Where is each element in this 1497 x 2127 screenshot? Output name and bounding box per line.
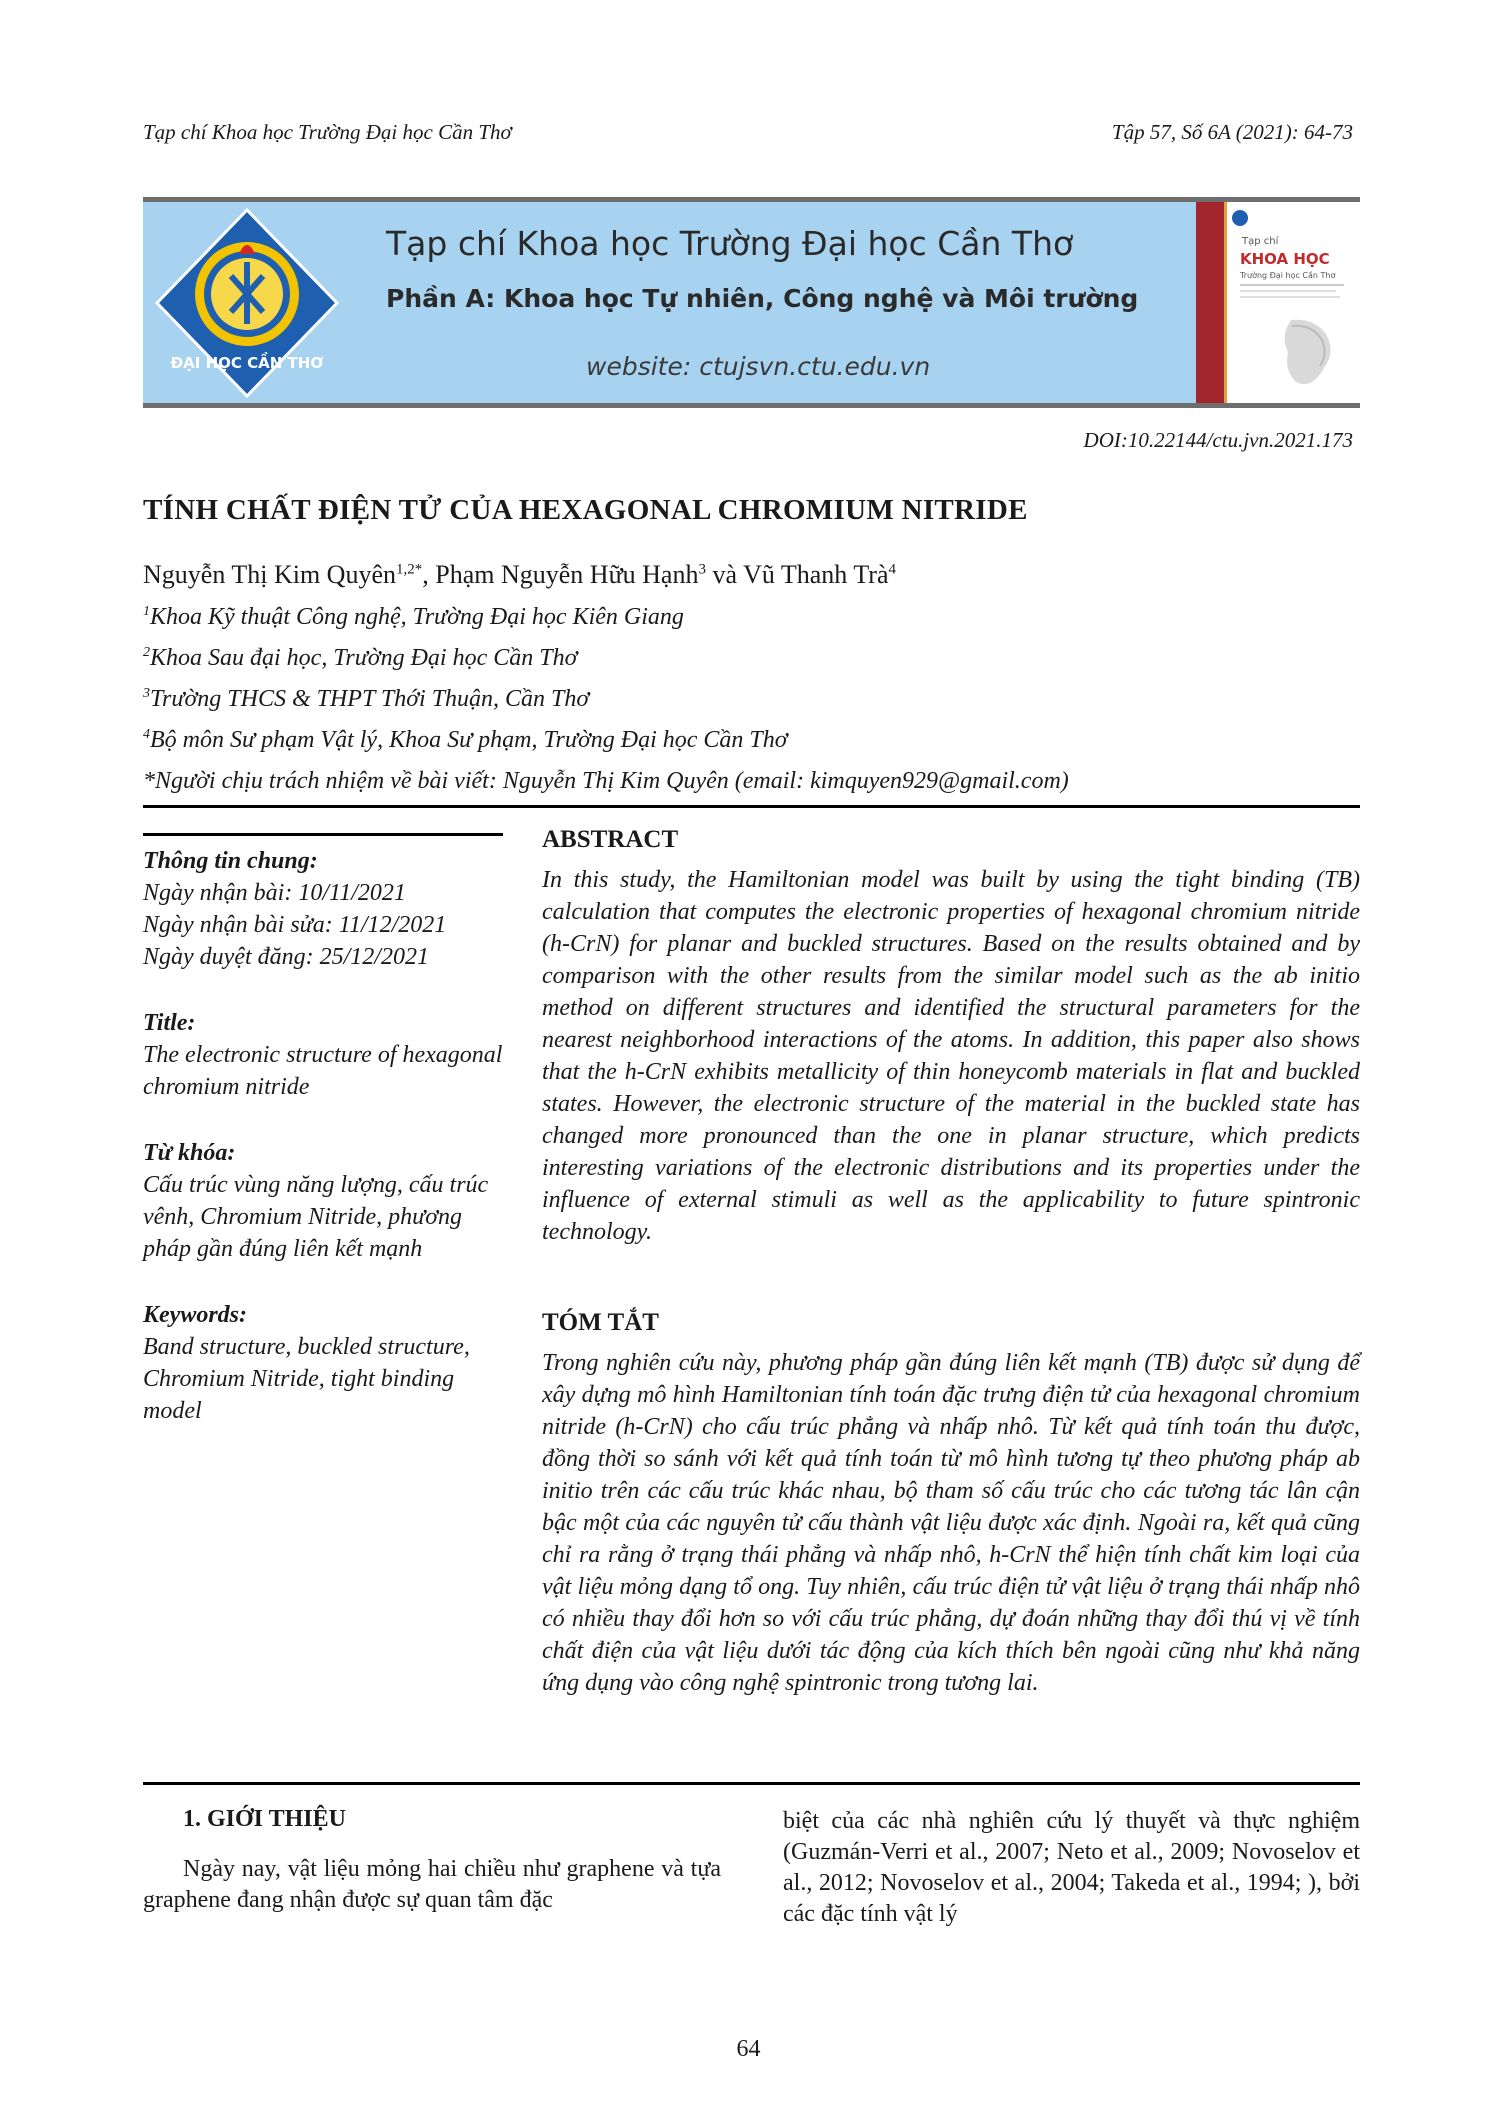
affiliation [143, 686, 589, 713]
affiliation-text: Khoa Sau đại học, Trường Đại học Cần Thơ [150, 645, 578, 671]
author-separator: , [422, 560, 436, 589]
affiliation-text: Khoa Kỹ thuật Công nghệ, Trường Đại học Kiên Giang [150, 604, 684, 630]
keywords-en: Band structure, buckled structure, Chromium Nitride, tight binding model [143, 1334, 470, 1424]
tomtat-section [542, 1307, 1360, 1699]
affiliation-mark: 2 [143, 645, 150, 660]
revised-date: Ngày nhận bài sửa: 11/12/2021 [143, 912, 447, 938]
affiliation-mark: 3 [143, 686, 150, 701]
affiliation [143, 645, 577, 672]
banner-website: website: ctujsvn.ctu.edu.vn [586, 352, 931, 381]
received-date: Ngày nhận bài: 10/11/2021 [143, 880, 406, 906]
divider [143, 1782, 1360, 1785]
article-title: TÍNH CHẤT ĐIỆN TỬ CỦA HEXAGONAL CHROMIUM NITRIDE [143, 494, 1028, 526]
info-heading: Thông tin chung: [143, 848, 318, 874]
journal-banner [143, 197, 1360, 408]
keywords-vi: Cấu trúc vùng năng lượng, cấu trúc vênh, Chromium Nitride, phương pháp gần đúng liên kết mạnh [143, 1172, 489, 1262]
cover-sub-text: Trường Đại học Cần Thơ [1240, 271, 1336, 280]
author-name: Nguyễn Thị Kim Quyên [143, 560, 396, 589]
divider [143, 805, 1360, 808]
running-header-journal: Tạp chí Khoa học Trường Đại học Cần Thơ [143, 120, 512, 144]
tomtat-text: Trong nghiên cứu này, phương pháp gần đúng liên kết mạnh (TB) được sử dụng để xây dựng mô hình Hamiltonian tính toán đặc trưng điện tử của hexagonal chromium nitride (h-CrN) cho cấu trúc phẳng và nhấp nhô. Từ kết quả tính toán thu được, đồng thời so sánh với kết quả tính toán từ mô hình tương tự theo phương pháp ab initio trên các cấu trúc khác nhau, bộ tham số cấu trúc cho các tương tác lân cận bậc một của các nguyên tử cấu thành vật liệu được xác định. Ngoài ra, kết quả cũng chỉ ra rằng ở trạng thái phẳng và nhấp nhô, h-CrN thể hiện tính chất kim loại của vật liệu mỏng dạng tổ ong. Tuy nhiên, cấu trúc điện tử vật liệu ở trạng thái nhấp nhô có nhiều thay đổi hơn so với cấu trúc phẳng, dự đoán những thay đổi thú vị về tính chất điện của vật liệu dưới tác động của kích thích bên ngoài cũng như khả năng ứng dụng vào công nghệ spintronic trong tương lai. [542, 1350, 1360, 1696]
section-heading-introduction: 1. GIỚI THIỆU [183, 1806, 346, 1832]
sidebar-divider [143, 833, 503, 836]
affiliation-mark: 4 [143, 727, 150, 742]
affiliation [143, 727, 788, 754]
journal-cover-thumbnail [1196, 202, 1360, 403]
abstract-section [542, 824, 1360, 1248]
affiliation-mark: 1 [143, 604, 150, 619]
author-list [143, 560, 896, 590]
affiliation-text: Bộ môn Sư phạm Vật lý, Khoa Sư phạm, Trường Đại học Cần Thơ [150, 727, 788, 753]
banner-title: Tạp chí Khoa học Trường Đại học Cần Thơ [386, 224, 1074, 263]
title-heading: Title: [143, 1010, 196, 1036]
abstract-heading: ABSTRACT [542, 826, 679, 853]
author-name: Vũ Thanh Trà [743, 560, 889, 589]
banner-subtitle: Phần A: Khoa học Tự nhiên, Công nghệ và Môi trường [386, 284, 1139, 313]
doi: DOI:10.22144/ctu.jvn.2021.173 [1083, 428, 1353, 452]
intro-paragraph-left: Ngày nay, vật liệu mỏng hai chiều như graphene và tựa graphene đang nhận được sự quan tâm đặc [143, 1856, 721, 1913]
cover-big-text: KHOA HỌC [1240, 250, 1330, 268]
english-title: The electronic structure of hexagonal chromium nitride [143, 1042, 503, 1100]
article-info [143, 845, 503, 1427]
author-name: Phạm Nguyễn Hữu Hạnh [435, 560, 699, 589]
author-separator: và [705, 560, 744, 589]
author-affiliation-mark: 3 [698, 561, 706, 578]
intro-paragraph-right: biệt của các nhà nghiên cứu lý thuyết và thực nghiệm (Guzmán-Verri et al., 2007; Neto et al., 2009; Novoselov et al., 2012; Novoselov et al., 2004; Takeda et al., 1994; ), bởi các đặc tính vật lý [783, 1808, 1360, 1927]
page-number: 64 [736, 2036, 761, 2062]
accepted-date: Ngày duyệt đăng: 25/12/2021 [143, 944, 429, 970]
tomtat-heading: TÓM TẮT [542, 1309, 659, 1336]
abstract-text: In this study, the Hamiltonian model was built by using the tight binding (TB) calculation that computes the electronic properties of hexagonal chromium nitride (h-CrN) for planar and buckled structures. Based on the results obtained and by comparison with the other results from the similar model such as the ab initio method on different structures and identified the structural parameters for the nearest neighborhood interactions of the atoms. In addition, this paper also shows that the h-CrN exhibits metallicity of thin honeycomb materials in flat and buckled states. However, the electronic structure of the material in the buckled state has changed more pronounced than the one in planar structure, which predicts interesting variations of the electronic distributions and its properties under the influence of external stimuli as well as the applicability to future spintronic technology. [542, 867, 1360, 1245]
author-affiliation-mark: 1,2* [396, 561, 423, 578]
affiliation [143, 604, 684, 631]
university-logo-icon [153, 206, 341, 400]
keywords-vi-heading: Từ khóa: [143, 1140, 236, 1166]
corresponding-author: *Người chịu trách nhiệm về bài viết: Nguyễn Thị Kim Quyên (email: kimquyen929@gmail.com) [143, 768, 1069, 794]
cover-small-text: Tạp chí [1242, 236, 1279, 247]
logo-text: ĐẠI HỌC CẦN THƠ [170, 354, 324, 372]
affiliation-text: Trường THCS & THPT Thới Thuận, Cần Thơ [150, 686, 590, 712]
running-header-issue: Tập 57, Số 6A (2021): 64-73 [1111, 120, 1353, 144]
keywords-en-heading: Keywords: [143, 1302, 247, 1328]
author-affiliation-mark: 4 [888, 561, 896, 578]
